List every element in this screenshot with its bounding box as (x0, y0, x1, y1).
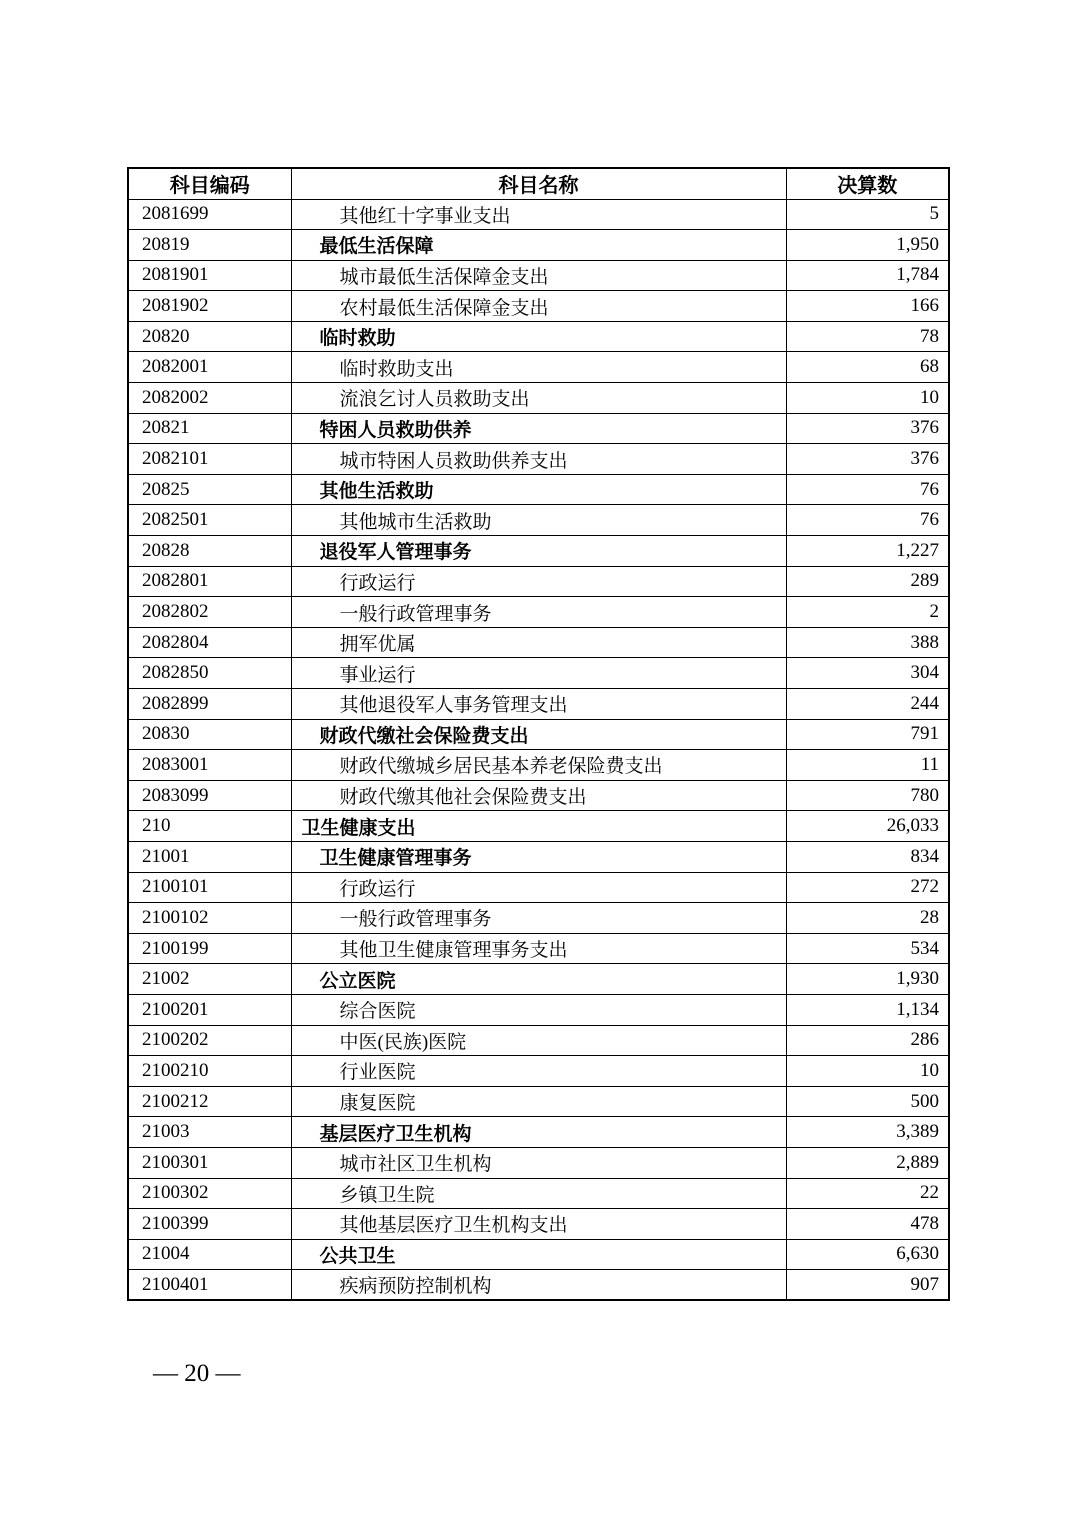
subject-code-cell: 2100302 (128, 1178, 291, 1209)
subject-name-cell: 行政运行 (291, 872, 786, 903)
subject-code-cell: 2100401 (128, 1270, 291, 1301)
final-amount-cell: 10 (786, 383, 949, 414)
subject-name-cell: 事业运行 (291, 658, 786, 689)
subject-name-cell: 行政运行 (291, 566, 786, 597)
budget-table (127, 167, 950, 1301)
subject-code-cell: 20825 (128, 474, 291, 505)
subject-code-cell: 2082802 (128, 597, 291, 628)
subject-code-cell: 210 (128, 811, 291, 842)
table-row (128, 260, 949, 291)
subject-name-cell: 中医(民族)医院 (291, 1025, 786, 1056)
table-header-row (128, 168, 949, 199)
final-amount-cell: 534 (786, 933, 949, 964)
final-amount-cell: 1,134 (786, 994, 949, 1025)
table-row (128, 933, 949, 964)
subject-code-cell: 20830 (128, 719, 291, 750)
subject-code-cell: 2082101 (128, 444, 291, 475)
subject-code-cell: 2082002 (128, 383, 291, 414)
subject-code-cell: 2082899 (128, 689, 291, 720)
table-row (128, 872, 949, 903)
table-row (128, 1147, 949, 1178)
subject-name-cell: 一般行政管理事务 (291, 903, 786, 934)
subject-name-cell: 其他退役军人事务管理支出 (291, 689, 786, 720)
final-amount-cell: 78 (786, 321, 949, 352)
table-row (128, 903, 949, 934)
subject-code-cell: 2081699 (128, 199, 291, 230)
table-row (128, 413, 949, 444)
table-row (128, 1178, 949, 1209)
subject-name-cell: 临时救助 (291, 321, 786, 352)
header-subject-code: 科目编码 (128, 168, 291, 199)
subject-name-cell: 农村最低生活保障金支出 (291, 291, 786, 322)
final-amount-cell: 388 (786, 627, 949, 658)
final-amount-cell: 76 (786, 505, 949, 536)
subject-code-cell: 2082001 (128, 352, 291, 383)
table-row (128, 383, 949, 414)
table-row (128, 1239, 949, 1270)
table-row (128, 780, 949, 811)
subject-name-cell: 城市特困人员救助供养支出 (291, 444, 786, 475)
subject-name-cell: 特困人员救助供养 (291, 413, 786, 444)
table-row (128, 474, 949, 505)
subject-name-cell: 财政代缴社会保险费支出 (291, 719, 786, 750)
header-final-amount: 决算数 (786, 168, 949, 199)
table-row (128, 230, 949, 261)
subject-code-cell: 2082804 (128, 627, 291, 658)
final-amount-cell: 3,389 (786, 1117, 949, 1148)
table-row (128, 1086, 949, 1117)
subject-name-cell: 康复医院 (291, 1086, 786, 1117)
subject-name-cell: 流浪乞讨人员救助支出 (291, 383, 786, 414)
final-amount-cell: 289 (786, 566, 949, 597)
subject-code-cell: 2100102 (128, 903, 291, 934)
final-amount-cell: 907 (786, 1270, 949, 1301)
final-amount-cell: 500 (786, 1086, 949, 1117)
final-amount-cell: 834 (786, 841, 949, 872)
subject-code-cell: 2081902 (128, 291, 291, 322)
table-row (128, 1209, 949, 1240)
subject-code-cell: 21001 (128, 841, 291, 872)
table-row (128, 994, 949, 1025)
table-row (128, 750, 949, 781)
subject-code-cell: 21002 (128, 964, 291, 995)
subject-code-cell: 2100101 (128, 872, 291, 903)
subject-name-cell: 卫生健康支出 (291, 811, 786, 842)
table-row (128, 1270, 949, 1301)
subject-code-cell: 2100199 (128, 933, 291, 964)
subject-code-cell: 21004 (128, 1239, 291, 1270)
final-amount-cell: 2,889 (786, 1147, 949, 1178)
subject-code-cell: 21003 (128, 1117, 291, 1148)
table-row (128, 597, 949, 628)
table-row (128, 689, 949, 720)
subject-code-cell: 2100399 (128, 1209, 291, 1240)
table-row (128, 291, 949, 322)
table-body (128, 199, 949, 1300)
subject-code-cell: 20819 (128, 230, 291, 261)
subject-code-cell: 2100301 (128, 1147, 291, 1178)
subject-name-cell: 其他城市生活救助 (291, 505, 786, 536)
final-amount-cell: 68 (786, 352, 949, 383)
subject-code-cell: 2083099 (128, 780, 291, 811)
subject-code-cell: 2100201 (128, 994, 291, 1025)
final-amount-cell: 10 (786, 1056, 949, 1087)
table-row (128, 352, 949, 383)
subject-name-cell: 城市最低生活保障金支出 (291, 260, 786, 291)
table-row (128, 444, 949, 475)
subject-name-cell: 公共卫生 (291, 1239, 786, 1270)
table-row (128, 1025, 949, 1056)
final-amount-cell: 376 (786, 444, 949, 475)
final-amount-cell: 304 (786, 658, 949, 689)
table-header (128, 168, 949, 199)
final-amount-cell: 1,227 (786, 536, 949, 567)
final-amount-cell: 244 (786, 689, 949, 720)
final-amount-cell: 478 (786, 1209, 949, 1240)
subject-name-cell: 一般行政管理事务 (291, 597, 786, 628)
subject-name-cell: 最低生活保障 (291, 230, 786, 261)
final-amount-cell: 166 (786, 291, 949, 322)
final-amount-cell: 1,930 (786, 964, 949, 995)
table-row (128, 627, 949, 658)
page-number: — 20 — (153, 1360, 241, 1387)
subject-name-cell: 其他卫生健康管理事务支出 (291, 933, 786, 964)
subject-name-cell: 其他生活救助 (291, 474, 786, 505)
table-row (128, 719, 949, 750)
subject-name-cell: 其他红十字事业支出 (291, 199, 786, 230)
final-amount-cell: 5 (786, 199, 949, 230)
subject-code-cell: 2100212 (128, 1086, 291, 1117)
subject-name-cell: 退役军人管理事务 (291, 536, 786, 567)
subject-name-cell: 财政代缴城乡居民基本养老保险费支出 (291, 750, 786, 781)
table-row (128, 811, 949, 842)
final-amount-cell: 6,630 (786, 1239, 949, 1270)
subject-code-cell: 2082801 (128, 566, 291, 597)
final-amount-cell: 2 (786, 597, 949, 628)
final-amount-cell: 1,784 (786, 260, 949, 291)
table-row (128, 321, 949, 352)
table-row (128, 199, 949, 230)
subject-code-cell: 2082850 (128, 658, 291, 689)
table-row (128, 841, 949, 872)
subject-name-cell: 疾病预防控制机构 (291, 1270, 786, 1301)
subject-name-cell: 卫生健康管理事务 (291, 841, 786, 872)
final-amount-cell: 1,950 (786, 230, 949, 261)
subject-code-cell: 2082501 (128, 505, 291, 536)
final-amount-cell: 780 (786, 780, 949, 811)
subject-code-cell: 2100202 (128, 1025, 291, 1056)
subject-name-cell: 其他基层医疗卫生机构支出 (291, 1209, 786, 1240)
final-amount-cell: 28 (786, 903, 949, 934)
final-amount-cell: 11 (786, 750, 949, 781)
table-row (128, 566, 949, 597)
final-amount-cell: 26,033 (786, 811, 949, 842)
final-amount-cell: 76 (786, 474, 949, 505)
table-row (128, 505, 949, 536)
subject-name-cell: 财政代缴其他社会保险费支出 (291, 780, 786, 811)
table-row (128, 536, 949, 567)
subject-code-cell: 20820 (128, 321, 291, 352)
subject-name-cell: 公立医院 (291, 964, 786, 995)
subject-name-cell: 乡镇卫生院 (291, 1178, 786, 1209)
subject-code-cell: 2083001 (128, 750, 291, 781)
subject-code-cell: 20821 (128, 413, 291, 444)
subject-name-cell: 基层医疗卫生机构 (291, 1117, 786, 1148)
subject-name-cell: 综合医院 (291, 994, 786, 1025)
final-amount-cell: 272 (786, 872, 949, 903)
final-amount-cell: 376 (786, 413, 949, 444)
subject-name-cell: 临时救助支出 (291, 352, 786, 383)
header-subject-name: 科目名称 (291, 168, 786, 199)
subject-code-cell: 2100210 (128, 1056, 291, 1087)
subject-code-cell: 20828 (128, 536, 291, 567)
subject-name-cell: 城市社区卫生机构 (291, 1147, 786, 1178)
subject-name-cell: 行业医院 (291, 1056, 786, 1087)
table-row (128, 964, 949, 995)
subject-name-cell: 拥军优属 (291, 627, 786, 658)
final-amount-cell: 286 (786, 1025, 949, 1056)
table-row (128, 658, 949, 689)
table-row (128, 1056, 949, 1087)
final-amount-cell: 22 (786, 1178, 949, 1209)
final-amount-cell: 791 (786, 719, 949, 750)
subject-code-cell: 2081901 (128, 260, 291, 291)
table-row (128, 1117, 949, 1148)
